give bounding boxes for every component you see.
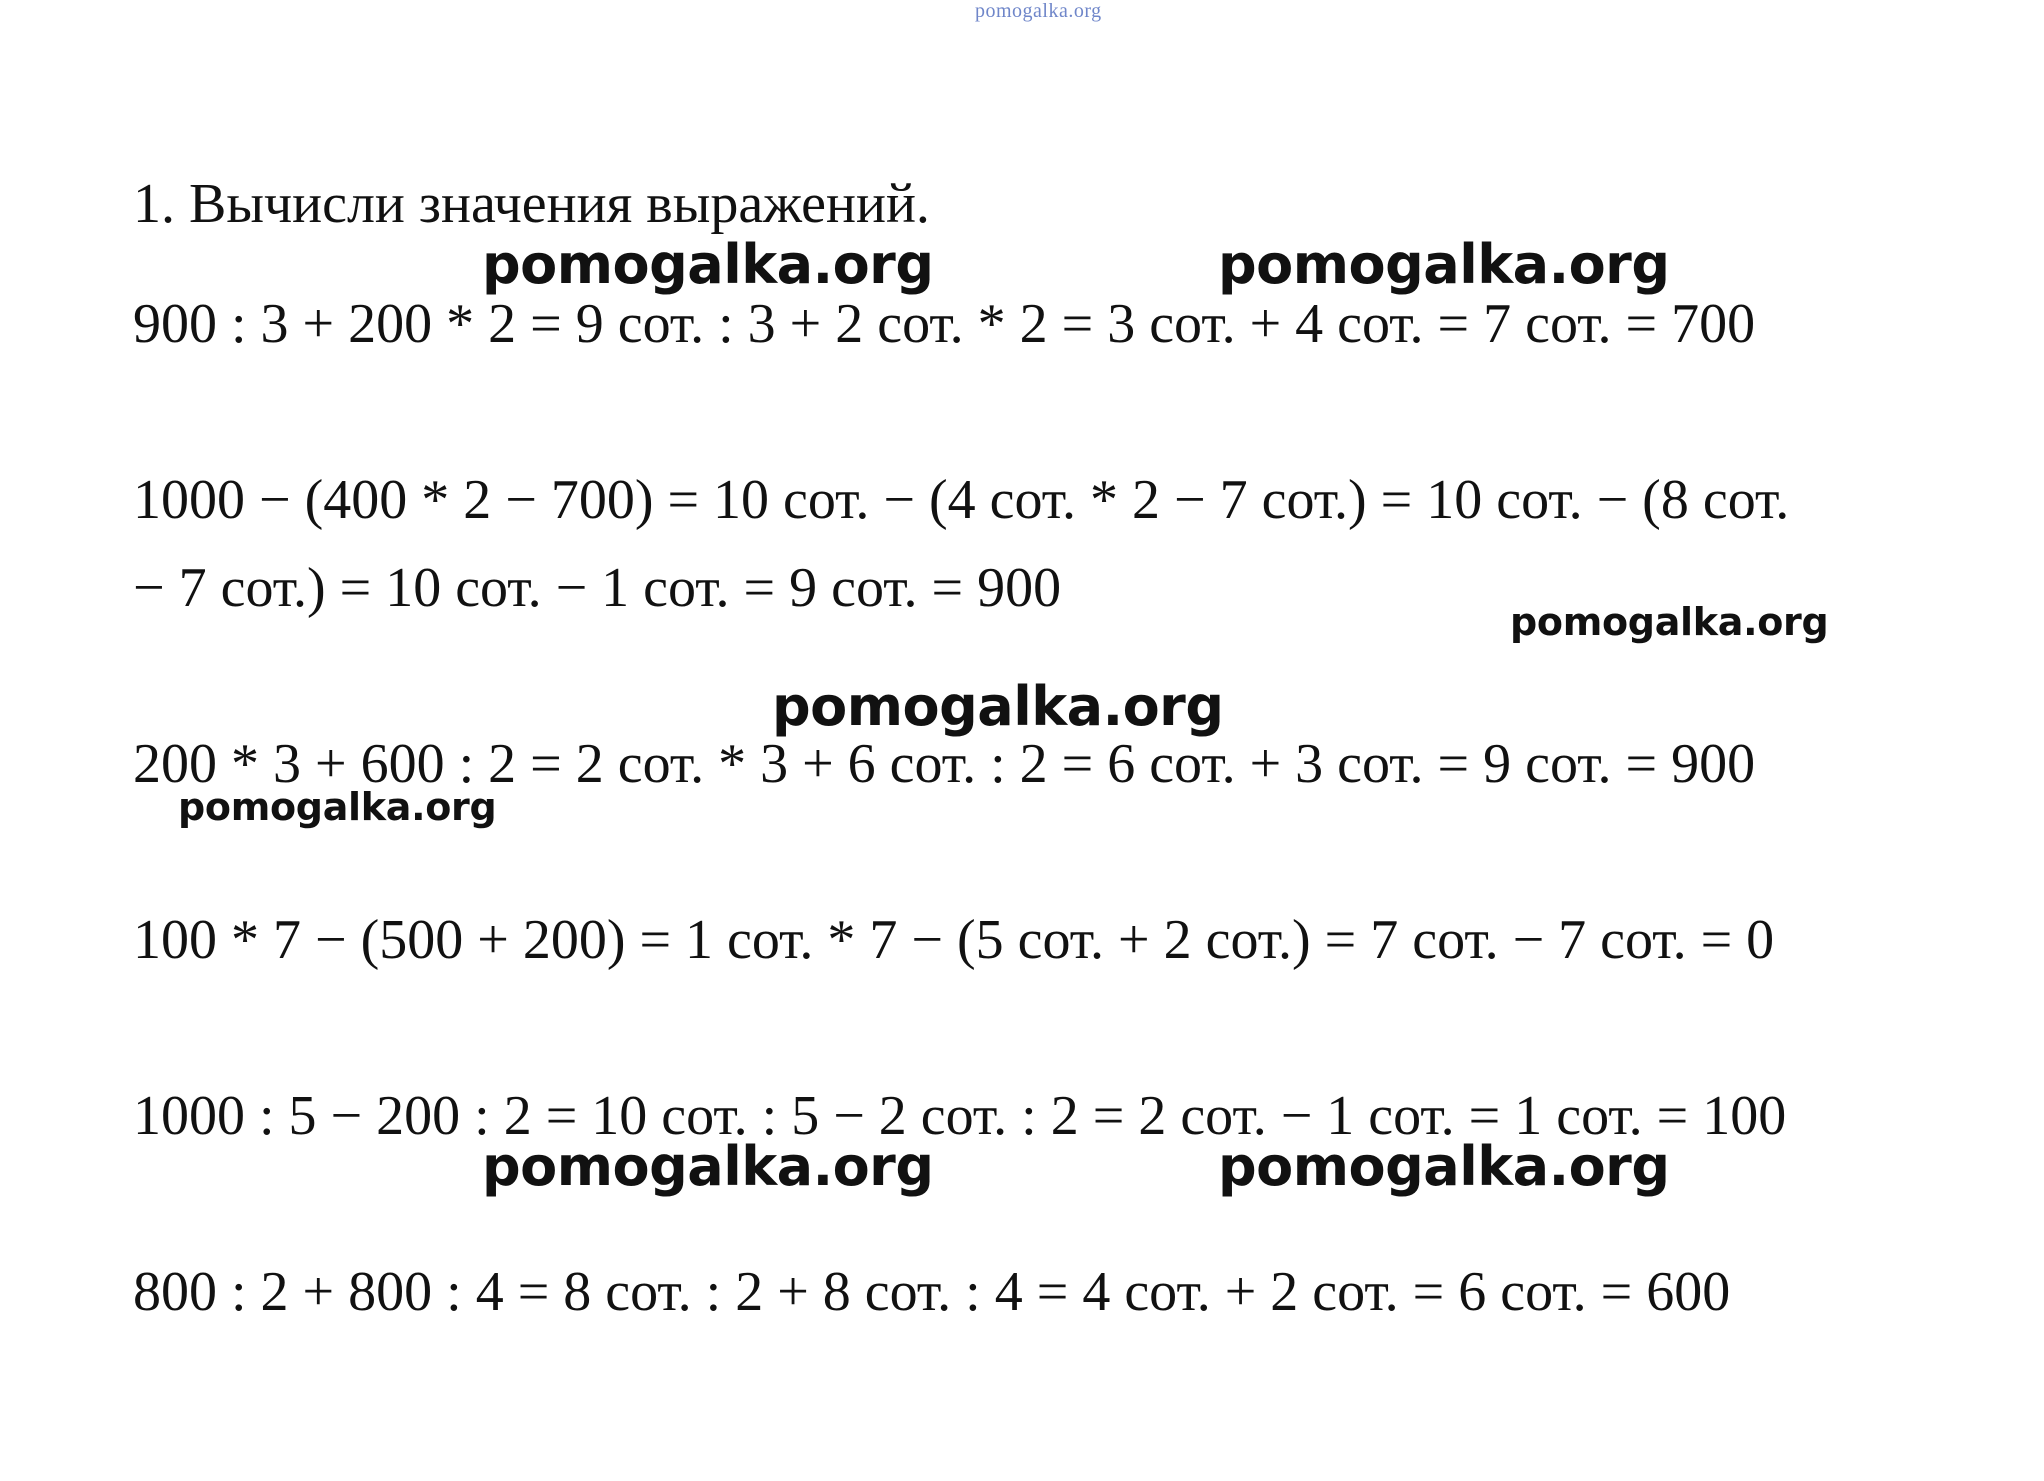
- watermark-text: pomogalka.org: [1510, 600, 1829, 644]
- watermark-text: pomogalka.org: [1218, 233, 1670, 296]
- watermark-text: pomogalka.org: [178, 785, 497, 829]
- watermark-text: pomogalka.org: [482, 233, 934, 296]
- site-watermark-top: pomogalka.org: [975, 0, 1102, 22]
- watermark-text: pomogalka.org: [482, 1135, 934, 1198]
- solution-line-1: 900 : 3 + 200 * 2 = 9 сот. : 3 + 2 сот. * 2 = 3 сот. + 4 сот. = 7 сот. = 700: [133, 293, 1756, 355]
- task-title: 1. Вычисли значения выражений.: [133, 173, 930, 235]
- solution-line-3: 200 * 3 + 600 : 2 = 2 сот. * 3 + 6 сот. : 2 = 6 сот. + 3 сот. = 9 сот. = 900: [133, 733, 1756, 795]
- solution-line-6: 800 : 2 + 800 : 4 = 8 сот. : 2 + 8 сот. : 4 = 4 сот. + 2 сот. = 6 сот. = 600: [133, 1261, 1731, 1323]
- solution-line-2b: − 7 сот.) = 10 сот. − 1 сот. = 9 сот. = 900: [133, 557, 1062, 619]
- watermark-text: pomogalka.org: [1218, 1135, 1670, 1198]
- solution-line-2a: 1000 − (400 * 2 − 700) = 10 сот. − (4 сот. * 2 − 7 сот.) = 10 сот. − (8 сот.: [133, 469, 1790, 531]
- solution-line-5: 1000 : 5 − 200 : 2 = 10 сот. : 5 − 2 сот. : 2 = 2 сот. − 1 сот. = 1 сот. = 100: [133, 1085, 1787, 1147]
- watermark-text: pomogalka.org: [772, 675, 1224, 738]
- solution-line-4: 100 * 7 − (500 + 200) = 1 сот. * 7 − (5 сот. + 2 сот.) = 7 сот. − 7 сот. = 0: [133, 909, 1775, 971]
